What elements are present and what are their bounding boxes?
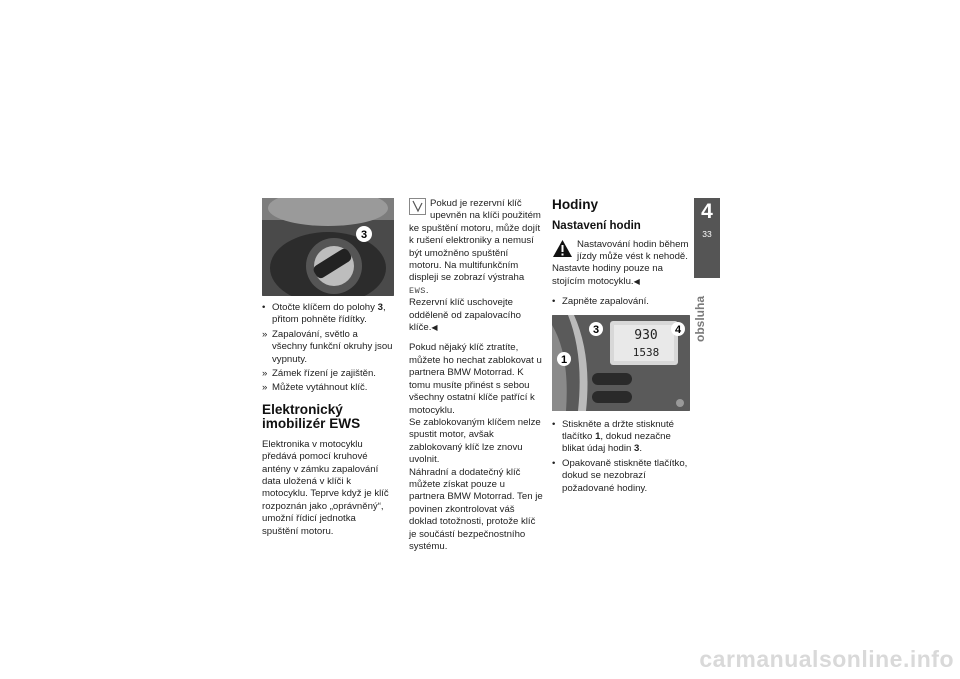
list-item: • Zapněte zapalování. — [552, 296, 649, 308]
photo-callout-3: 3 — [592, 323, 600, 336]
display-top-readout: 930 — [634, 327, 658, 343]
list-item: • Opakovaně stiskněte tlačítko, dokud se nezobrazí požadované hodiny. — [552, 457, 688, 494]
clock-display-photo — [552, 315, 690, 411]
list-item: » Můžete vytáhnout klíč. — [262, 382, 368, 394]
watermark: carmanualsonline.info — [699, 646, 954, 672]
clock-set-steps — [552, 419, 690, 495]
list-item: • Otočte klíčem do polohy 3, přitom pohněte řídítky. — [262, 302, 386, 326]
end-mark: ◀ — [431, 323, 438, 333]
ignition-steps — [262, 302, 394, 395]
section-heading-clock: Hodiny — [552, 197, 599, 212]
section-heading-ews: Elektronický imobilizér EWS — [262, 401, 361, 432]
clock-prep-steps — [552, 296, 690, 308]
list-item: » Zapalování, světlo a všechny funkční okruhy jsou vypnuty. — [262, 328, 393, 365]
warning-icon — [552, 239, 573, 258]
column-2 — [409, 198, 543, 561]
note-block: Pokud je rezervní klíč upevněn na klíči použitém ke spuštění motoru, může dojít k rušení elektroniky a nemusí být umožněno spuštění motoru. Na multifunkčním displeji se zobrazí výstraha EWS. Rezervní klíč uschovejte odděleně od zapalovacího klíče.◀ — [409, 198, 541, 334]
display-bottom-readout: 1538 — [632, 345, 660, 359]
photo-callout-3: 3 — [360, 229, 368, 241]
ews-paragraph: Elektronika v motocyklu předává pomocí kruhové antény v zámku zapalování data uložená v klíči k motocyklu. Teprve když je klíč rozpoznán jako „oprávněný“, umožní řídicí jednotka spuštění motoru. — [262, 438, 389, 537]
photo-callout-4: 4 — [674, 323, 682, 336]
column-1 — [262, 198, 394, 546]
chapter-number: 4 — [701, 200, 713, 223]
subheading-set-clock: Nastavení hodin — [552, 219, 641, 232]
chapter-label: obsluha — [693, 295, 707, 342]
warning-block: Nastavování hodin během jízdy může vést k nehodě. Nastavte hodiny pouze na stojícím motocyklu.◀ — [552, 238, 689, 287]
list-item: » Zámek řízení je zajištěn. — [262, 368, 376, 380]
list-item: • Stiskněte a držte stisknuté tlačítko 1, dokud nezačne blikat údaj hodin 3. — [552, 418, 674, 455]
column-3 — [552, 198, 690, 497]
lost-key-paragraph: Pokud nějaký klíč ztratíte, můžete ho nechat zablokovat u partnera BMW Motorrad. K tomu musíte přinést s sebou všechny ostatní klíče patřící k motocyklu. Se zablokovaným klíčem nelze spustit motor, avšak zablokovaný klíč lze znovu uvolnit. Náhradní a dodatečný klíč můžete získat pouze u partnera BMW Motorrad. Ten je povinen zkontrolovat váš doklad totožnosti, protože klíč je součástí bezpečnostního systému. — [409, 342, 543, 552]
ignition-lock-photo — [262, 198, 394, 296]
chapter-tab — [694, 198, 720, 278]
end-mark: ◀ — [633, 276, 640, 286]
photo-callout-1: 1 — [560, 353, 568, 366]
note-icon — [409, 198, 426, 215]
page-number: 33 — [702, 229, 712, 239]
